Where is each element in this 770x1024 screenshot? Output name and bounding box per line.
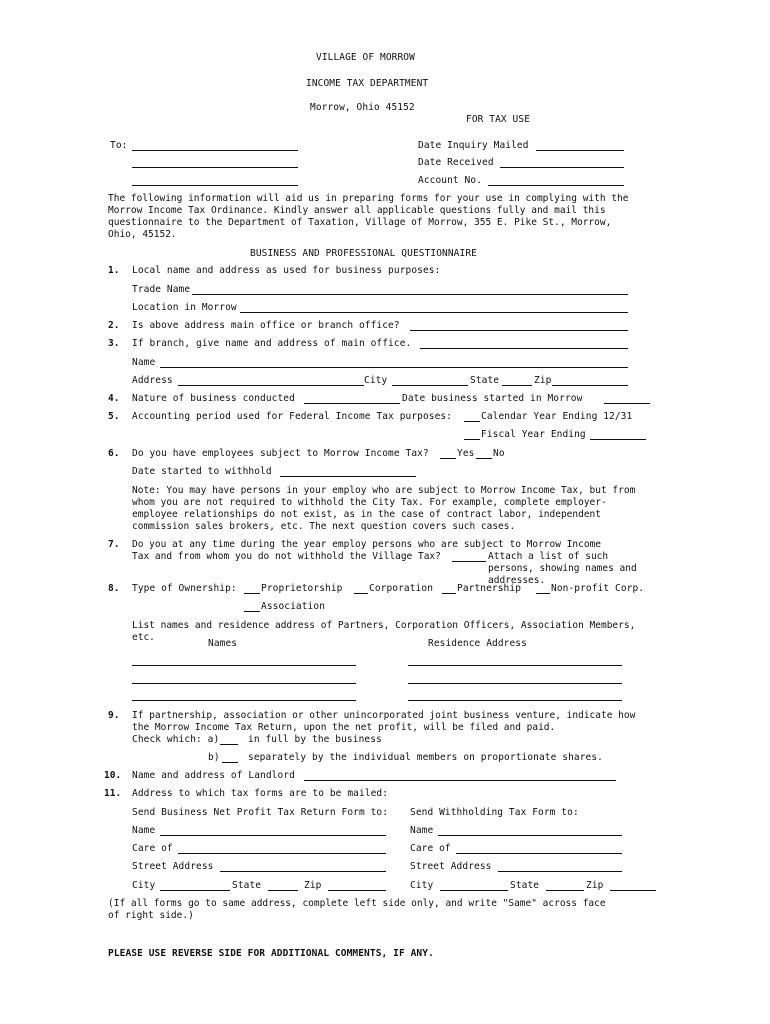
q8-text: Type of Ownership: bbox=[132, 583, 237, 594]
q9-b-check[interactable] bbox=[222, 762, 238, 763]
q9-a-text: in full by the business bbox=[248, 734, 382, 745]
q9-number: 9. bbox=[108, 710, 120, 721]
date-inquiry-field[interactable] bbox=[536, 150, 624, 151]
q8-number: 8. bbox=[108, 583, 120, 594]
q5-fiscal-check[interactable] bbox=[464, 439, 480, 440]
q3-number: 3. bbox=[108, 338, 120, 349]
q11-right-zip-label: Zip bbox=[586, 880, 604, 891]
q11-left-zip-label: Zip bbox=[304, 880, 322, 891]
q7-number: 7. bbox=[108, 539, 120, 550]
q8-residence-header: Residence Address bbox=[428, 638, 527, 649]
q4-started-label: Date business started in Morrow bbox=[402, 393, 583, 404]
q11-left-zip-field[interactable] bbox=[328, 890, 386, 891]
account-no-label: Account No. bbox=[418, 175, 483, 186]
intro-paragraph: The following information will aid us in preparing forms for your use in complying with the Morrow Income Tax Ordinance. Kindly answer all applicable questions fully and mail this questionnaire to the Department of Taxation, Village of Morrow, 355 E. Pike St., Morrow, Ohio, 45152. bbox=[108, 193, 629, 240]
header-department: INCOME TAX DEPARTMENT bbox=[306, 78, 429, 89]
q8-list-text: List names and residence address of Partners, Corporation Officers, Association Members, etc. bbox=[132, 620, 636, 643]
q9-b-label: b) bbox=[208, 752, 220, 763]
q10-field[interactable] bbox=[304, 780, 616, 781]
q11-right-careof-label: Care of bbox=[410, 843, 451, 854]
q6-note: Note: You may have persons in your employ who are subject to Morrow Income Tax, but from whom you are not required to withhold the City Tax. For example, complete employer-employee relationships do not exist, as in the case of contract labor, independent commission sales brokers, etc. The next question covers such cases. bbox=[132, 485, 636, 532]
q7-attach: Attach a list of such persons, showing names and addresses. bbox=[488, 551, 637, 586]
q7-text: Do you at any time during the year employ persons who are subject to Morrow Income Tax and from whom you do not withhold the Village Tax? bbox=[132, 539, 601, 562]
q11-right-city-field[interactable] bbox=[440, 890, 508, 891]
footer-note: PLEASE USE REVERSE SIDE FOR ADDITIONAL COMMENTS, IF ANY. bbox=[108, 948, 434, 959]
q3-city-label: City bbox=[364, 375, 388, 386]
q6-number: 6. bbox=[108, 448, 120, 459]
q11-number: 11. bbox=[104, 788, 122, 799]
q8-corporation-check[interactable] bbox=[354, 593, 368, 594]
q11-right-name-field[interactable] bbox=[438, 835, 622, 836]
q4-started-field[interactable] bbox=[604, 403, 650, 404]
q6-text: Do you have employees subject to Morrow Income Tax? bbox=[132, 448, 429, 459]
q8-proprietorship-label: Proprietorship bbox=[261, 583, 343, 594]
header-village: VILLAGE OF MORROW bbox=[316, 52, 415, 63]
q8-corporation-label: Corporation bbox=[369, 583, 434, 594]
q6-no-label: No bbox=[493, 448, 505, 459]
q5-calendar-label: Calendar Year Ending 12/31 bbox=[481, 411, 633, 422]
q5-fiscal-field[interactable] bbox=[590, 439, 646, 440]
q11-right-state-field[interactable] bbox=[546, 890, 584, 891]
q11-right-street-label: Street Address bbox=[410, 861, 492, 872]
q3-address-label: Address bbox=[132, 375, 173, 386]
q3-field[interactable] bbox=[420, 348, 628, 349]
q10-text: Name and address of Landlord bbox=[132, 770, 295, 781]
to-line-2[interactable] bbox=[132, 167, 298, 168]
q10-number: 10. bbox=[104, 770, 122, 781]
tax-use-label: FOR TAX USE bbox=[466, 114, 531, 125]
q9-text: If partnership, association or other unincorporated joint business venture, indicate how the Morrow Income Tax Return, upon the net profit, will be filed and paid. bbox=[132, 710, 636, 733]
q8-names-header: Names bbox=[208, 638, 238, 649]
q4-text: Nature of business conducted bbox=[132, 393, 295, 404]
q6-withhold-field[interactable] bbox=[280, 476, 416, 477]
q11-text: Address to which tax forms are to be mailed: bbox=[132, 788, 389, 799]
q3-state-label: State bbox=[470, 375, 500, 386]
q8-proprietorship-check[interactable] bbox=[244, 593, 260, 594]
q11-right-street-field[interactable] bbox=[498, 871, 622, 872]
header-city: Morrow, Ohio 45152 bbox=[310, 102, 415, 113]
q5-number: 5. bbox=[108, 411, 120, 422]
date-received-label: Date Received bbox=[418, 157, 494, 168]
q11-left-street-label: Street Address bbox=[132, 861, 214, 872]
q8-address-line-2[interactable] bbox=[408, 683, 622, 684]
q3-name-label: Name bbox=[132, 357, 156, 368]
q8-name-line-1[interactable] bbox=[132, 665, 356, 666]
q3-name-field[interactable] bbox=[160, 367, 628, 368]
q3-state-field[interactable] bbox=[502, 385, 532, 386]
to-line-1[interactable] bbox=[132, 150, 298, 151]
location-label: Location in Morrow bbox=[132, 302, 237, 313]
to-label: To: bbox=[110, 140, 128, 151]
account-no-field[interactable] bbox=[488, 185, 624, 186]
q7-field[interactable] bbox=[452, 561, 486, 562]
q8-nonprofit-check[interactable] bbox=[536, 593, 550, 594]
q8-name-line-3[interactable] bbox=[132, 700, 356, 701]
q11-right-zip-field[interactable] bbox=[610, 890, 656, 891]
q8-partnership-label: Partnership bbox=[457, 583, 522, 594]
date-inquiry-label: Date Inquiry Mailed bbox=[418, 140, 529, 151]
date-received-field[interactable] bbox=[500, 167, 624, 168]
q11-left-state-label: State bbox=[232, 880, 262, 891]
q6-yes-check[interactable] bbox=[440, 458, 456, 459]
q11-left-state-field[interactable] bbox=[268, 890, 298, 891]
q3-city-field[interactable] bbox=[392, 385, 468, 386]
q11-left-careof-field[interactable] bbox=[178, 853, 386, 854]
to-line-3[interactable] bbox=[132, 185, 298, 186]
q8-address-line-1[interactable] bbox=[408, 665, 622, 666]
form-title: BUSINESS AND PROFESSIONAL QUESTIONNAIRE bbox=[250, 248, 477, 259]
q8-association-label: Association bbox=[261, 601, 326, 612]
q11-right-name-label: Name bbox=[410, 825, 434, 836]
q8-name-line-2[interactable] bbox=[132, 683, 356, 684]
q2-text: Is above address main office or branch office? bbox=[132, 320, 400, 331]
q3-zip-field[interactable] bbox=[552, 385, 628, 386]
q5-fiscal-label: Fiscal Year Ending bbox=[481, 429, 586, 440]
q8-address-line-3[interactable] bbox=[408, 700, 622, 701]
q1-text: Local name and address as used for business purposes: bbox=[132, 265, 441, 276]
trade-name-label: Trade Name bbox=[132, 284, 191, 295]
q6-no-check[interactable] bbox=[476, 458, 492, 459]
q5-calendar-check[interactable] bbox=[464, 421, 480, 422]
q4-number: 4. bbox=[108, 393, 120, 404]
q11-right-careof-field[interactable] bbox=[456, 853, 622, 854]
q6-withhold-label: Date started to withhold bbox=[132, 466, 272, 477]
q8-partnership-check[interactable] bbox=[442, 593, 456, 594]
q11-left-name-label: Name bbox=[132, 825, 156, 836]
q2-field[interactable] bbox=[410, 330, 628, 331]
q3-zip-label: Zip bbox=[534, 375, 552, 386]
q9-a-check[interactable] bbox=[220, 744, 238, 745]
footnote: (If all forms go to same address, complete left side only, and write "Same" across face of right side.) bbox=[108, 898, 606, 921]
q11-left-careof-label: Care of bbox=[132, 843, 173, 854]
q9-check-label: Check which: a) bbox=[132, 734, 220, 745]
q8-nonprofit-label: Non-profit Corp. bbox=[551, 583, 645, 594]
q5-text: Accounting period used for Federal Income Tax purposes: bbox=[132, 411, 453, 422]
q11-right-city-label: City bbox=[410, 880, 434, 891]
q6-yes-label: Yes bbox=[457, 448, 475, 459]
q11-left-city-label: City bbox=[132, 880, 156, 891]
q11-right-header: Send Withholding Tax Form to: bbox=[410, 807, 579, 818]
q3-text: If branch, give name and address of main office. bbox=[132, 338, 412, 349]
location-field[interactable] bbox=[240, 312, 628, 313]
q1-number: 1. bbox=[108, 265, 120, 276]
q11-left-name-field[interactable] bbox=[160, 835, 386, 836]
q4-nature-field[interactable] bbox=[304, 403, 400, 404]
q2-number: 2. bbox=[108, 320, 120, 331]
q11-left-street-field[interactable] bbox=[220, 871, 386, 872]
q3-address-field[interactable] bbox=[178, 385, 364, 386]
q11-left-header: Send Business Net Profit Tax Return Form to: bbox=[132, 807, 389, 818]
q8-association-check[interactable] bbox=[244, 611, 260, 612]
q11-left-city-field[interactable] bbox=[160, 890, 230, 891]
q11-right-state-label: State bbox=[510, 880, 540, 891]
trade-name-field[interactable] bbox=[192, 294, 628, 295]
q9-b-text: separately by the individual members on proportionate shares. bbox=[248, 752, 603, 763]
